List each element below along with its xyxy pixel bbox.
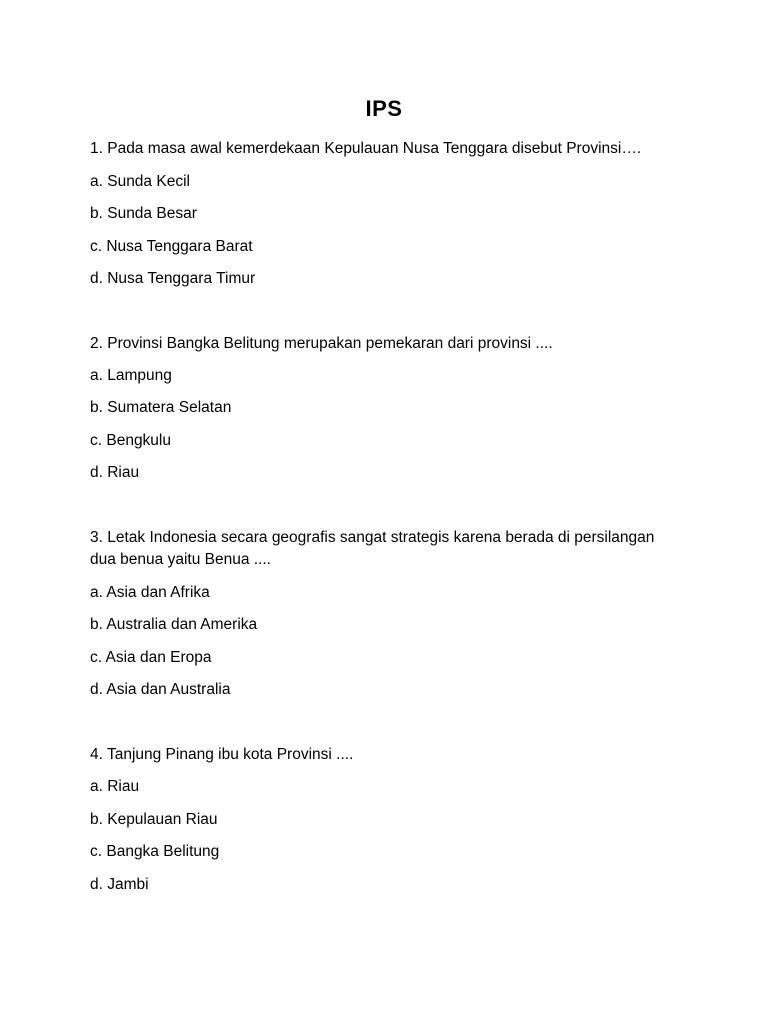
question-1-option-d: d. Nusa Tenggara Timur [90, 270, 256, 287]
question-4-option-d: d. Jambi [90, 876, 149, 893]
question-1-text: 1. Pada masa awal kemerdekaan Kepulauan Nusa Tenggara disebut Provinsi…. [90, 140, 642, 157]
question-2-option-b: b. Sumatera Selatan [90, 399, 232, 416]
question-3-option-a: a. Asia dan Afrika [90, 584, 210, 601]
question-4-option-c: c. Bangka Belitung [90, 843, 220, 860]
page-title: IPS [365, 96, 403, 121]
question-1-option-c: c. Nusa Tenggara Barat [90, 238, 253, 255]
question-1-option-b: b. Sunda Besar [90, 205, 197, 222]
question-3-text-line1: 3. Letak Indonesia secara geografis sangat strategis karena berada di persilangan [90, 529, 655, 546]
question-3-option-b: b. Australia dan Amerika [90, 616, 258, 633]
question-2-option-d: d. Riau [90, 464, 140, 481]
question-3-option-c: c. Asia dan Eropa [90, 649, 212, 666]
question-2-option-c: c. Bengkulu [90, 432, 171, 449]
question-2-text: 2. Provinsi Bangka Belitung merupakan pemekaran dari provinsi .... [90, 335, 553, 352]
question-4-text: 4. Tanjung Pinang ibu kota Provinsi .... [90, 746, 354, 763]
question-4-option-b: b. Kepulauan Riau [90, 811, 218, 828]
question-3-option-d: d. Asia dan Australia [90, 681, 231, 698]
question-4-option-a: a. Riau [90, 778, 140, 795]
question-3-text-line2: dua benua yaitu Benua .... [90, 551, 271, 568]
question-2-option-a: a. Lampung [90, 367, 172, 384]
question-1-option-a: a. Sunda Kecil [90, 173, 190, 190]
